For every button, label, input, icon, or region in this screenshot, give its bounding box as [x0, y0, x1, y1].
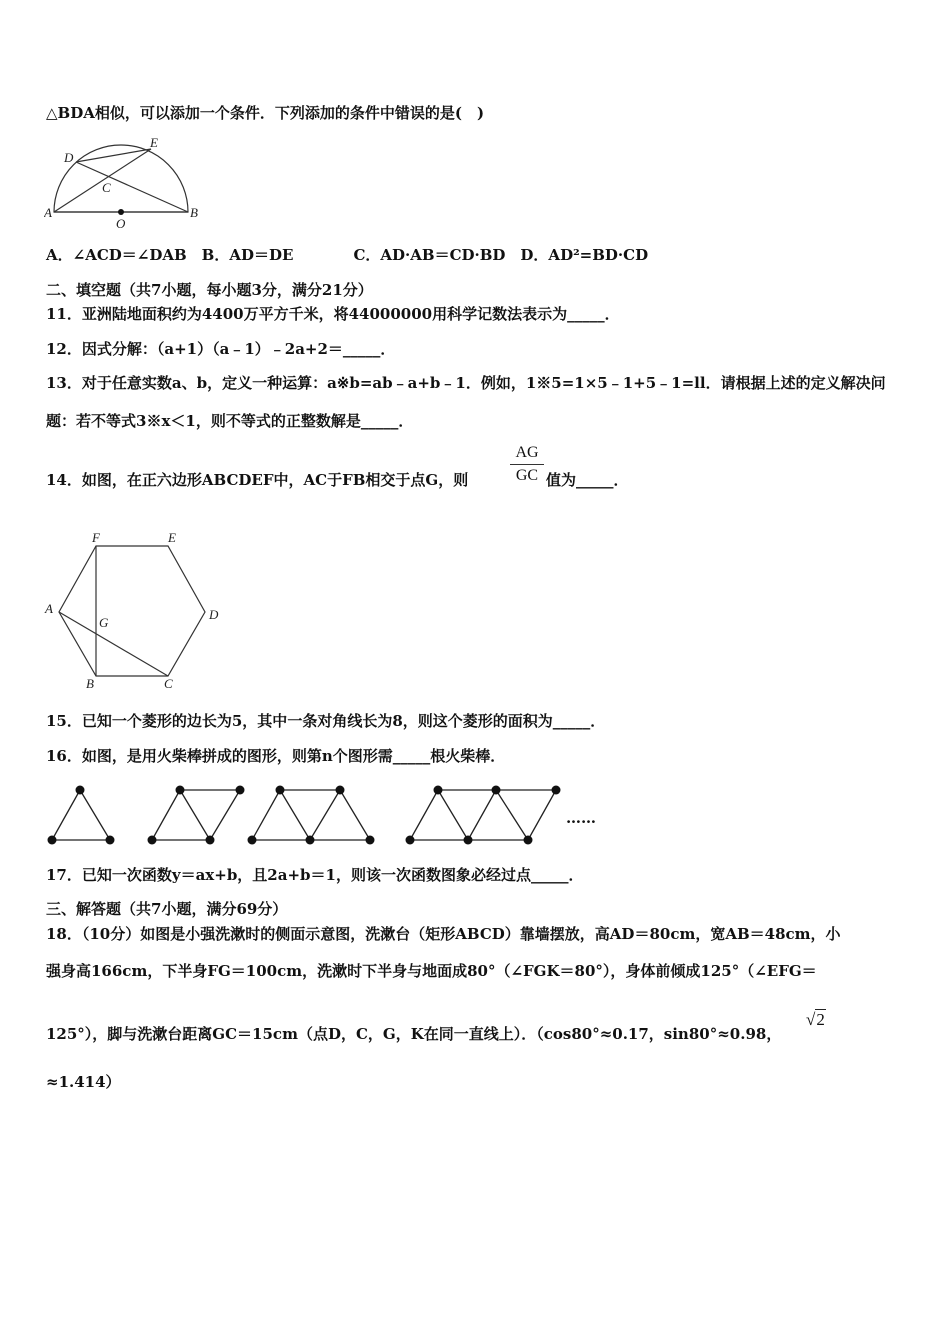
label-a: A	[45, 601, 53, 616]
figure-4-dots	[406, 786, 561, 845]
fraction-denominator: GC	[515, 467, 539, 484]
segment-ac	[59, 612, 168, 676]
chord-de	[76, 149, 151, 162]
matchstick-figure-3	[252, 790, 370, 840]
question-14: 14．如图，在正六边形ABCDEF中，AC于FB相交于点G，则	[46, 471, 469, 489]
question-15: 15．已知一个菱形的边长为5，其中一条对角线长为8，则这个菱形的面积为_____．	[46, 712, 606, 730]
center-point-o	[118, 209, 124, 215]
sqrt-2	[806, 1010, 826, 1030]
matchstick-figure-2	[152, 790, 240, 840]
label-d: D	[64, 150, 74, 165]
label-e: E	[168, 530, 176, 545]
question-18-line1: 18．（10分）如图是小强洗漱时的侧面示意图，洗漱台（矩形ABCD）靠墙摆放，高AD＝80cm，宽AB＝48cm，小	[46, 925, 841, 943]
question-13-line1: 13．对于任意实数a、b，定义一种运算：a※b=ab﹣a+b﹣1．例如，1※5=1×5﹣1+5﹣1=ll．请根据上述的定义解决问	[46, 374, 886, 392]
figure-2-dots	[148, 786, 245, 845]
continuation-ellipsis: ……	[566, 809, 596, 827]
label-b: B	[190, 205, 198, 220]
fraction-ag-gc	[510, 444, 544, 485]
hexagon-abcdef	[59, 546, 205, 676]
matchstick-figure-4	[410, 790, 556, 840]
q10-stem-line: △BDA相似，可以添加一个条件．下列添加的条件中错误的是( )	[46, 104, 485, 122]
label-a: A	[44, 205, 52, 220]
question-18-line2: 强身高166cm，下半身FG＝100cm，洗漱时下半身与地面成80°（∠FGK＝80°），身体前倾成125°（∠EFG＝	[46, 962, 817, 980]
label-f: F	[92, 530, 100, 545]
label-e: E	[150, 135, 158, 150]
semicircle-figure	[44, 134, 214, 232]
label-c: C	[164, 676, 173, 691]
label-g: G	[99, 615, 109, 630]
question-16: 16．如图，是用火柴棒拼成的图形，则第n个图形需_____根火柴棒．	[46, 747, 506, 765]
fraction-numerator: AG	[510, 444, 544, 465]
question-17: 17．已知一次函数y＝ax+b，且2a+b＝1，则该一次函数图象必经过点_____．	[46, 866, 584, 884]
question-12: 12．因式分解：（a+1）（a﹣1）﹣2a+2＝_____．	[46, 340, 396, 358]
q10-options: A．∠ACD＝∠DAB B．AD＝DE C．AD·AB＝CD·BD D．AD²=BD·CD	[46, 246, 649, 264]
semicircle-outline	[54, 145, 188, 212]
question-14-tail: 值为_____．	[546, 471, 629, 489]
question-13-line2: 题：若不等式3※x＜1，则不等式的正整数解是_____．	[46, 412, 414, 430]
figure-1-dots	[48, 786, 115, 845]
label-c: C	[102, 180, 111, 195]
sqrt-radicand: 2	[816, 1010, 825, 1029]
label-d: D	[209, 607, 219, 622]
matchstick-figure-1	[52, 790, 110, 840]
matchstick-figures	[40, 780, 620, 852]
hexagon-figure	[40, 528, 230, 694]
label-o: O	[116, 216, 126, 231]
question-18-line4: ≈1.414）	[46, 1073, 121, 1091]
sqrt-symbol: √	[806, 1010, 816, 1029]
section-3-heading: 三、解答题（共7小题，满分69分）	[46, 900, 288, 918]
question-18-line3: 125°），脚与洗漱台距离GC＝15cm（点D，C，G，K在同一直线上）．（cos80°≈0.17，sin80°≈0.98，	[46, 1025, 782, 1043]
section-2-heading: 二、填空题（共7小题，每小题3分，满分21分）	[46, 281, 373, 299]
label-b: B	[86, 676, 94, 691]
question-11: 11．亚洲陆地面积约为4400万平方千米，将44000000用科学记数法表示为_____．	[46, 305, 620, 323]
